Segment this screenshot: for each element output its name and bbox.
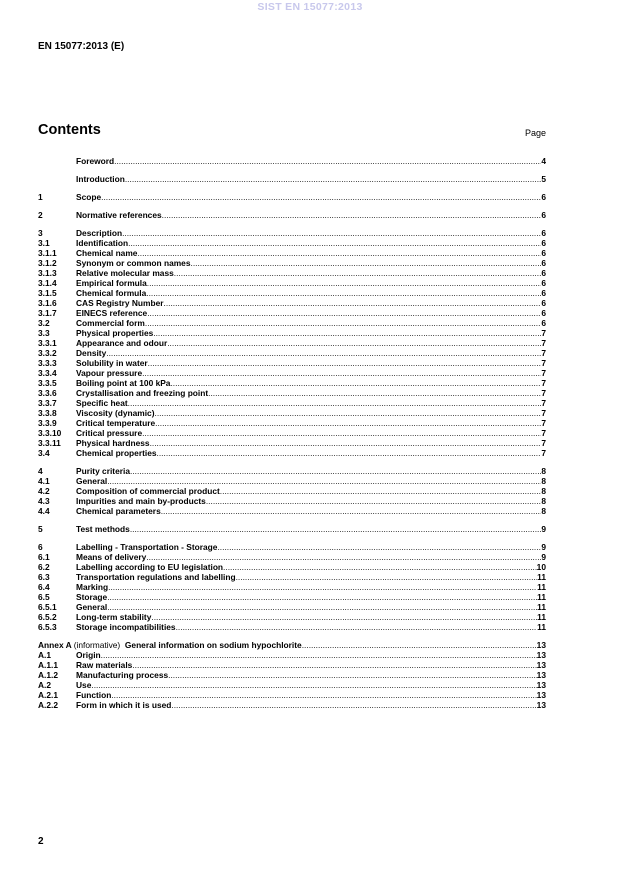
dot-leader <box>170 378 541 388</box>
toc-entry[interactable] <box>38 496 546 506</box>
toc-entry[interactable] <box>38 318 546 328</box>
toc-entry[interactable] <box>38 572 546 582</box>
toc-entry[interactable] <box>38 542 546 552</box>
dot-leader <box>220 486 542 496</box>
toc-entry-number: 3.1.2 <box>38 258 57 268</box>
toc-entry[interactable] <box>38 476 546 486</box>
toc-entry-title: Boiling point at 100 kPa <box>76 378 171 388</box>
toc-entry-number: A.2.2 <box>38 700 59 710</box>
toc-entry-page: 7 <box>541 338 546 348</box>
toc-entry-page: 13 <box>536 670 546 680</box>
page-number: 2 <box>38 836 44 847</box>
toc-entry-page: 9 <box>541 542 546 552</box>
toc-entry-number: 6.5.2 <box>38 612 57 622</box>
toc-entry-title: Composition of commercial product <box>76 486 220 496</box>
toc-entry-title: Critical temperature <box>76 418 156 428</box>
toc-entry-title: Chemical formula <box>76 288 147 298</box>
dot-leader <box>128 238 541 248</box>
toc-entry[interactable] <box>38 670 546 680</box>
toc-entry-title: Identification <box>76 238 129 248</box>
toc-entry-title: Manufacturing process <box>76 670 169 680</box>
toc-entry-page: 6 <box>541 298 546 308</box>
toc-entry-page: 8 <box>541 476 546 486</box>
toc-entry-number: 6.5.1 <box>38 602 57 612</box>
dot-leader <box>146 552 541 562</box>
toc-entry-page: 4 <box>541 156 546 166</box>
toc-entry[interactable] <box>38 192 546 202</box>
dot-leader <box>174 268 542 278</box>
toc-entry-number: 3.3 <box>38 328 50 338</box>
toc-entry-number: 6 <box>38 542 43 552</box>
toc-entry-title: Appearance and odour <box>76 338 168 348</box>
toc-entry-number: 3.3.8 <box>38 408 57 418</box>
toc-entry-page: 11 <box>537 582 546 592</box>
toc-entry-page: 11 <box>537 572 546 582</box>
toc-entry-page: 6 <box>541 258 546 268</box>
toc-entry-number: 3.1.5 <box>38 288 57 298</box>
toc-entry-number: 3.3.4 <box>38 368 57 378</box>
toc-entry[interactable] <box>38 338 546 348</box>
toc-entry-title: CAS Registry Number <box>76 298 164 308</box>
toc-entry-title: Crystallisation and freezing point <box>76 388 209 398</box>
page-title: Contents <box>38 122 101 138</box>
toc-entry-title: Function <box>76 690 112 700</box>
dot-leader <box>122 228 541 238</box>
toc-entry-title: Chemical properties <box>76 448 157 458</box>
toc-entry[interactable] <box>38 388 546 398</box>
toc-entry-title: Synonym or common names <box>76 258 191 268</box>
annex-title: General information on sodium hypochlorite <box>124 640 302 650</box>
toc-entry-number: 3 <box>38 228 43 238</box>
toc-entry-page: 7 <box>541 368 546 378</box>
toc-entry-number: 3.3.11 <box>38 438 61 448</box>
dot-leader <box>108 582 537 592</box>
toc-entry-title: Empirical formula <box>76 278 147 288</box>
toc-entry-page: 6 <box>541 308 546 318</box>
dot-leader <box>161 506 542 516</box>
annex-label: Annex A <box>38 640 72 650</box>
toc-entry-title: Marking <box>76 582 109 592</box>
toc-entry[interactable] <box>38 288 546 298</box>
toc-entry-title: EINECS reference <box>76 308 148 318</box>
toc-entry-number: 1 <box>38 192 43 202</box>
toc-entry-title: Vapour pressure <box>76 368 143 378</box>
dot-leader <box>164 298 542 308</box>
toc-entry[interactable] <box>38 308 546 318</box>
toc-entry-number: 4.4 <box>38 506 50 516</box>
toc-entry-number: 3.3.7 <box>38 398 57 408</box>
toc-entry-number: 4.3 <box>38 496 50 506</box>
dot-leader <box>132 660 536 670</box>
toc-entry-number: 3.1 <box>38 238 50 248</box>
toc-entry[interactable] <box>38 258 546 268</box>
dot-leader <box>107 476 541 486</box>
dot-leader <box>107 602 537 612</box>
toc-entry-title: Use <box>76 680 92 690</box>
dot-leader <box>128 398 542 408</box>
dot-leader <box>101 650 537 660</box>
toc-entry-page: 7 <box>541 328 546 338</box>
dot-leader <box>147 308 541 318</box>
toc-entry[interactable] <box>38 690 546 700</box>
toc-entry-number: 3.1.7 <box>38 308 57 318</box>
toc-entry-title: Test methods <box>76 524 130 534</box>
toc-entry-number: 6.2 <box>38 562 50 572</box>
toc-entry-page: 13 <box>536 700 546 710</box>
toc-entry[interactable] <box>38 660 546 670</box>
toc-entry-number: 3.3.6 <box>38 388 57 398</box>
toc-entry-number: 6.4 <box>38 582 50 592</box>
toc-entry-number: 3.3.2 <box>38 348 57 358</box>
toc-entry-number: 6.5 <box>38 592 50 602</box>
toc-entry[interactable] <box>38 506 546 516</box>
toc-entry-title: Specific heat <box>76 398 128 408</box>
toc-entry-title: General <box>76 476 108 486</box>
toc-entry[interactable] <box>38 700 546 710</box>
toc-entry-page: 11 <box>537 592 546 602</box>
dot-leader <box>137 248 541 258</box>
toc-entry-title: Labelling according to EU legislation <box>76 562 224 572</box>
dot-leader <box>125 174 541 184</box>
toc-entry-title: Origin <box>76 650 101 660</box>
toc-entry-title: General <box>76 602 108 612</box>
toc-entry[interactable] <box>38 640 546 650</box>
toc-entry-page: 11 <box>537 612 546 622</box>
toc-entry[interactable] <box>38 622 546 632</box>
toc-entry-title: Introduction <box>76 174 125 184</box>
dot-leader <box>147 278 542 288</box>
toc-entry[interactable] <box>38 680 546 690</box>
toc-entry[interactable] <box>38 268 546 278</box>
toc-entry-page: 7 <box>541 348 546 358</box>
toc-entry-page: 7 <box>541 408 546 418</box>
document-identifier: EN 15077:2013 (E) <box>38 41 125 52</box>
dot-leader <box>151 612 537 622</box>
toc-entry-page: 6 <box>541 278 546 288</box>
toc-entry-page: 11 <box>537 622 546 632</box>
dot-leader <box>236 572 538 582</box>
toc-entry-page: 6 <box>541 268 546 278</box>
dot-leader <box>130 466 541 476</box>
dot-leader <box>167 338 541 348</box>
toc-entry[interactable] <box>38 298 546 308</box>
toc-entry-page: 8 <box>541 496 546 506</box>
dot-leader <box>191 258 542 268</box>
toc-entry-title: Commercial form <box>76 318 145 328</box>
toc-entry-number: A.2 <box>38 680 52 690</box>
toc-entry-title <box>38 640 302 650</box>
toc-entry-number: 3.2 <box>38 318 50 328</box>
dot-leader <box>157 448 542 458</box>
toc-entry-page: 7 <box>541 438 546 448</box>
toc-entry-title: Storage incompatibilities <box>76 622 176 632</box>
toc-entry-page: 6 <box>541 248 546 258</box>
toc-entry-number: 2 <box>38 210 43 220</box>
toc-entry[interactable] <box>38 438 546 448</box>
toc-entry-page: 6 <box>541 192 546 202</box>
toc-entry-page: 5 <box>541 174 546 184</box>
dot-leader <box>130 524 542 534</box>
toc-entry-page: 6 <box>541 238 546 248</box>
toc-entry[interactable] <box>38 348 546 358</box>
toc-entry-title: Scope <box>76 192 102 202</box>
toc-entry-number: 4.2 <box>38 486 50 496</box>
dot-leader <box>153 328 541 338</box>
toc-entry[interactable] <box>38 408 546 418</box>
toc-entry-number: 6.5.3 <box>38 622 57 632</box>
toc-entry-page: 11 <box>537 602 546 612</box>
toc-entry-title: Impurities and main by-products <box>76 496 206 506</box>
toc-entry[interactable] <box>38 328 546 338</box>
dot-leader <box>302 640 537 650</box>
toc-entry[interactable] <box>38 174 546 184</box>
dot-leader <box>150 438 542 448</box>
toc-entry-number: 3.3.5 <box>38 378 57 388</box>
toc-entry-page: 8 <box>541 486 546 496</box>
toc-entry-title: Chemical parameters <box>76 506 161 516</box>
page-column-label: Page <box>524 128 546 138</box>
toc-entry[interactable] <box>38 612 546 622</box>
toc-entry-number: A.1 <box>38 650 52 660</box>
dot-leader <box>155 418 541 428</box>
toc-entry-page: 7 <box>541 378 546 388</box>
toc-entry-title: Critical pressure <box>76 428 143 438</box>
toc-entry-title: Density <box>76 348 107 358</box>
dot-leader <box>101 192 541 202</box>
toc-entry-title: Viscosity (dynamic) <box>76 408 155 418</box>
dot-leader <box>142 428 541 438</box>
toc-entry[interactable] <box>38 358 546 368</box>
toc-entry[interactable] <box>38 428 546 438</box>
toc-entry-page: 13 <box>536 650 546 660</box>
toc-entry-title: Transportation regulations and labelling <box>76 572 236 582</box>
toc-entry-title: Labelling - Transportation - Storage <box>76 542 218 552</box>
toc-entry[interactable] <box>38 650 546 660</box>
dot-leader <box>155 408 542 418</box>
dot-leader <box>142 368 541 378</box>
toc-entry-page: 6 <box>541 318 546 328</box>
table-of-contents <box>38 156 546 710</box>
dot-leader <box>114 156 541 166</box>
toc-entry-title: Physical hardness <box>76 438 150 448</box>
toc-entry-page: 7 <box>541 418 546 428</box>
dot-leader <box>168 670 537 680</box>
toc-entry[interactable] <box>38 368 546 378</box>
toc-entry-number: 3.3.9 <box>38 418 57 428</box>
toc-entry[interactable] <box>38 238 546 248</box>
toc-entry-page: 13 <box>536 660 546 670</box>
toc-entry[interactable] <box>38 398 546 408</box>
dot-leader <box>208 388 541 398</box>
toc-entry-page: 13 <box>536 640 546 650</box>
toc-entry-number: 3.1.3 <box>38 268 57 278</box>
toc-entry[interactable] <box>38 378 546 388</box>
toc-entry-number: A.1.2 <box>38 670 59 680</box>
dot-leader <box>217 542 541 552</box>
toc-entry-title: Purity criteria <box>76 466 130 476</box>
toc-entry-number: 5 <box>38 524 43 534</box>
toc-entry-number: 3.1.1 <box>38 248 57 258</box>
toc-entry-number: 4 <box>38 466 43 476</box>
toc-entry-title: Long-term stability <box>76 612 152 622</box>
toc-entry-page: 10 <box>536 562 546 572</box>
toc-entry-title: Storage <box>76 592 108 602</box>
toc-entry-title: Raw materials <box>76 660 133 670</box>
toc-entry-page: 7 <box>541 448 546 458</box>
toc-entry-title: Normative references <box>76 210 162 220</box>
toc-entry[interactable] <box>38 524 546 534</box>
toc-entry-title: Form in which it is used <box>76 700 172 710</box>
toc-entry[interactable] <box>38 602 546 612</box>
dot-leader <box>176 622 538 632</box>
toc-entry-page: 13 <box>536 690 546 700</box>
toc-entry-number: 4.1 <box>38 476 50 486</box>
toc-entry[interactable] <box>38 448 546 458</box>
dot-leader <box>206 496 541 506</box>
toc-entry-number: 3.1.4 <box>38 278 57 288</box>
watermark: SIST EN 15077:2013 <box>257 1 363 13</box>
toc-entry-page: 13 <box>536 680 546 690</box>
toc-entry-number: 3.4 <box>38 448 50 458</box>
toc-entry-title: Solubility in water <box>76 358 148 368</box>
toc-entry[interactable] <box>38 486 546 496</box>
toc-entry-title: Foreword <box>76 156 115 166</box>
toc-entry[interactable] <box>38 582 546 592</box>
dot-leader <box>106 348 541 358</box>
toc-entry-page: 7 <box>541 398 546 408</box>
toc-entry-page: 6 <box>541 210 546 220</box>
toc-entry-page: 8 <box>541 466 546 476</box>
toc-entry-title: Physical properties <box>76 328 154 338</box>
dot-leader <box>145 318 541 328</box>
dot-leader <box>223 562 537 572</box>
toc-entry-title: Relative molecular mass <box>76 268 174 278</box>
toc-entry-number: 6.3 <box>38 572 50 582</box>
toc-entry-page: 6 <box>541 228 546 238</box>
dot-leader <box>171 700 536 710</box>
toc-entry-number: 3.1.6 <box>38 298 57 308</box>
toc-entry[interactable] <box>38 552 546 562</box>
toc-entry[interactable] <box>38 210 546 220</box>
toc-entry-page: 7 <box>541 388 546 398</box>
toc-entry-page: 8 <box>541 506 546 516</box>
toc-entry[interactable] <box>38 248 546 258</box>
dot-leader <box>107 592 537 602</box>
toc-entry-page: 7 <box>541 358 546 368</box>
dot-leader <box>111 690 536 700</box>
toc-entry-number: A.2.1 <box>38 690 59 700</box>
toc-entry-title: Means of delivery <box>76 552 147 562</box>
toc-entry-page: 9 <box>541 552 546 562</box>
toc-entry[interactable] <box>38 418 546 428</box>
toc-entry-page: 6 <box>541 288 546 298</box>
dot-leader <box>162 210 542 220</box>
annex-note: (informative) <box>73 640 121 650</box>
toc-entry[interactable] <box>38 592 546 602</box>
toc-entry[interactable] <box>38 156 546 166</box>
toc-entry[interactable] <box>38 466 546 476</box>
dot-leader <box>91 680 536 690</box>
toc-entry-page: 9 <box>541 524 546 534</box>
toc-entry-title: Description <box>76 228 123 238</box>
toc-entry[interactable] <box>38 228 546 238</box>
toc-entry-title: Chemical name <box>76 248 138 258</box>
toc-entry-number: 3.3.10 <box>38 428 62 438</box>
toc-entry-number: 6.1 <box>38 552 50 562</box>
toc-entry[interactable] <box>38 278 546 288</box>
dot-leader <box>148 358 542 368</box>
toc-entry-number: 3.3.1 <box>38 338 57 348</box>
toc-entry-number: A.1.1 <box>38 660 59 670</box>
toc-entry[interactable] <box>38 562 546 572</box>
toc-entry-page: 7 <box>541 428 546 438</box>
toc-entry-number: 3.3.3 <box>38 358 57 368</box>
dot-leader <box>146 288 541 298</box>
